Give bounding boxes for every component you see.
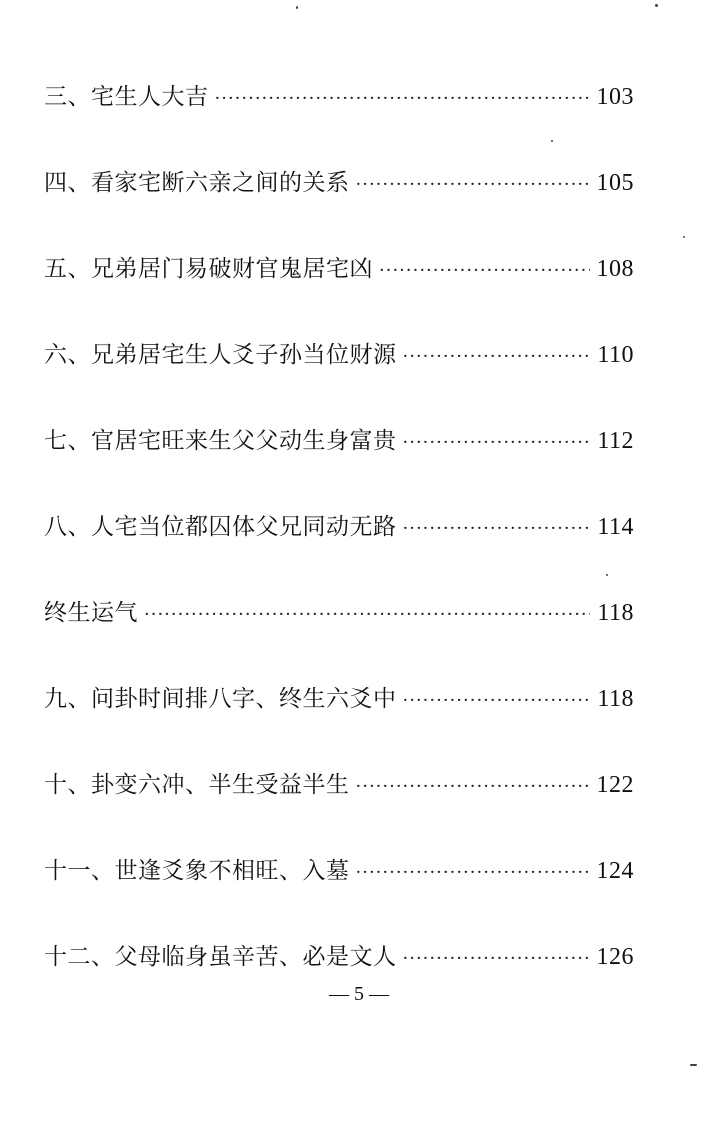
dot-leader: [379, 260, 590, 281]
toc-entry-page: 103: [596, 84, 634, 110]
toc-entry: [44, 508, 634, 594]
toc-entry-title: 五、兄弟居门易破财官鬼居宅凶: [44, 256, 373, 282]
toc-entry: [44, 852, 634, 938]
scan-speck: [606, 574, 608, 576]
toc-entry: [44, 594, 634, 680]
toc-entry: [44, 336, 634, 422]
toc-entry-page: 105: [596, 170, 634, 196]
toc-entry-title: 终生运气: [44, 600, 138, 626]
toc-entry: [44, 250, 634, 336]
toc-entry-title: 三、宅生人大吉: [44, 84, 209, 110]
toc-entry: [44, 422, 634, 508]
scan-speck: [683, 236, 685, 238]
dot-leader: [215, 88, 591, 109]
toc-entry-page: 118: [597, 686, 634, 712]
dot-leader: [356, 862, 591, 883]
toc-entry: [44, 164, 634, 250]
toc-entry-title: 十二、父母临身虽辛苦、必是文人: [44, 944, 397, 970]
dot-leader: [403, 432, 591, 453]
toc-entry: [44, 938, 634, 1024]
toc-entry-title: 八、人宅当位都囚体父兄同动无路: [44, 514, 397, 540]
dot-leader: [403, 948, 591, 969]
dot-leader: [356, 174, 591, 195]
dot-leader: [403, 518, 591, 539]
toc-entry-page: 118: [597, 600, 634, 626]
scan-speck: [296, 6, 298, 9]
toc-entry-page: 110: [597, 342, 634, 368]
toc-entry: [44, 766, 634, 852]
toc-entry-title: 九、问卦时间排八字、终生六爻中: [44, 686, 397, 712]
scan-speck: [655, 4, 658, 7]
toc-entry: [44, 78, 634, 164]
toc-entry: [44, 680, 634, 766]
dot-leader: [403, 690, 591, 711]
toc-entry-title: 十一、世逢爻象不相旺、入墓: [44, 858, 350, 884]
toc-entry-title: 七、官居宅旺来生父父动生身富贵: [44, 428, 397, 454]
toc-entry-page: 124: [596, 858, 634, 884]
dot-leader: [403, 346, 591, 367]
toc-entry-page: 112: [597, 428, 634, 454]
toc-entry-title: 十、卦变六冲、半生受益半生: [44, 772, 350, 798]
toc-entry-page: 108: [596, 256, 634, 282]
toc-entry-title: 四、看家宅断六亲之间的关系: [44, 170, 350, 196]
toc-entry-page: 122: [596, 772, 634, 798]
dot-leader: [356, 776, 591, 797]
toc-entry-title: 六、兄弟居宅生人爻子孙当位财源: [44, 342, 397, 368]
page-number: — 5 —: [329, 983, 389, 1005]
dot-leader: [144, 604, 590, 625]
scan-speck: [551, 140, 553, 142]
table-of-contents: [44, 78, 634, 1024]
toc-entry-page: 126: [596, 944, 634, 970]
scan-speck: [690, 1064, 697, 1066]
toc-entry-page: 114: [597, 514, 634, 540]
